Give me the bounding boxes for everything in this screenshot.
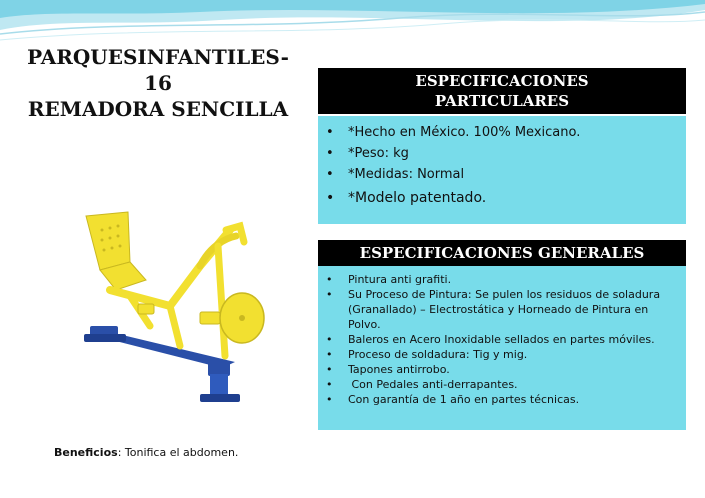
especificaciones-particulares-heading <box>318 68 686 114</box>
especificaciones-particulares-panel <box>318 116 686 224</box>
especificaciones-generales-heading: ESPECIFICACIONES GENERALES <box>318 240 686 266</box>
beneficios-value: : Tonifica el abdomen. <box>117 446 239 459</box>
list-item-text: *Hecho en México. 100% Mexicano. <box>348 125 581 140</box>
beneficios-text <box>54 446 238 459</box>
particulares-list <box>318 116 686 209</box>
list-item: • Su Proceso de Pintura: Se pulen los residuos de soladura (Granallado) – Electrostática y Horneado de Pintura en Polvo. <box>326 287 678 332</box>
title-line-2: 16 <box>144 71 172 95</box>
list-item: • Con Pedales anti-derrapantes. <box>326 378 518 391</box>
list-item: • Con garantía de 1 año en partes técnicas. <box>326 393 580 406</box>
title-line-1: PARQUESINFANTILES- <box>27 45 289 69</box>
generales-list <box>318 266 686 407</box>
beneficios-label: Beneficios <box>54 446 118 459</box>
list-item-text: Con garantía de 1 año en partes técnicas. <box>348 393 580 406</box>
list-item: • *Modelo patentado. <box>326 188 678 209</box>
list-item-text: *Medidas: Normal <box>348 167 465 182</box>
header-wave-decoration <box>0 0 705 48</box>
heading-line-1: ESPECIFICACIONES <box>415 72 589 90</box>
list-item-text: *Modelo patentado. <box>348 190 487 206</box>
list-item-text: Tapones antirrobo. <box>348 363 450 376</box>
page-title <box>8 44 308 122</box>
especificaciones-generales-panel <box>318 266 686 430</box>
heading-line-2: PARTICULARES <box>434 92 570 110</box>
list-item: • *Hecho en México. 100% Mexicano. <box>326 122 678 143</box>
list-item: • Pintura anti grafiti. <box>326 273 452 286</box>
list-item: • *Medidas: Normal <box>326 164 678 185</box>
list-item-text: *Peso: kg <box>348 146 409 161</box>
list-item-text: Pintura anti grafiti. <box>348 273 452 286</box>
list-item: • Proceso de soldadura: Tig y mig. <box>326 348 528 361</box>
list-item-text: Proceso de soldadura: Tig y mig. <box>348 348 528 361</box>
list-item-text: Baleros en Acero Inoxidable sellados en partes móviles. <box>348 333 655 346</box>
title-line-3: REMADORA SENCILLA <box>27 97 289 121</box>
rowing-machine-image <box>50 186 294 412</box>
list-item: • *Peso: kg <box>326 143 678 164</box>
list-item-text: Con Pedales anti-derrapantes. <box>348 378 518 391</box>
list-item: • Tapones antirrobo. <box>326 363 450 376</box>
list-item-text: Su Proceso de Pintura: Se pulen los residuos de soladura (Granallado) – Electrostática y Horneado de Pintura en Polvo. <box>348 288 661 331</box>
list-item: • Baleros en Acero Inoxidable sellados en partes móviles. <box>326 333 655 346</box>
